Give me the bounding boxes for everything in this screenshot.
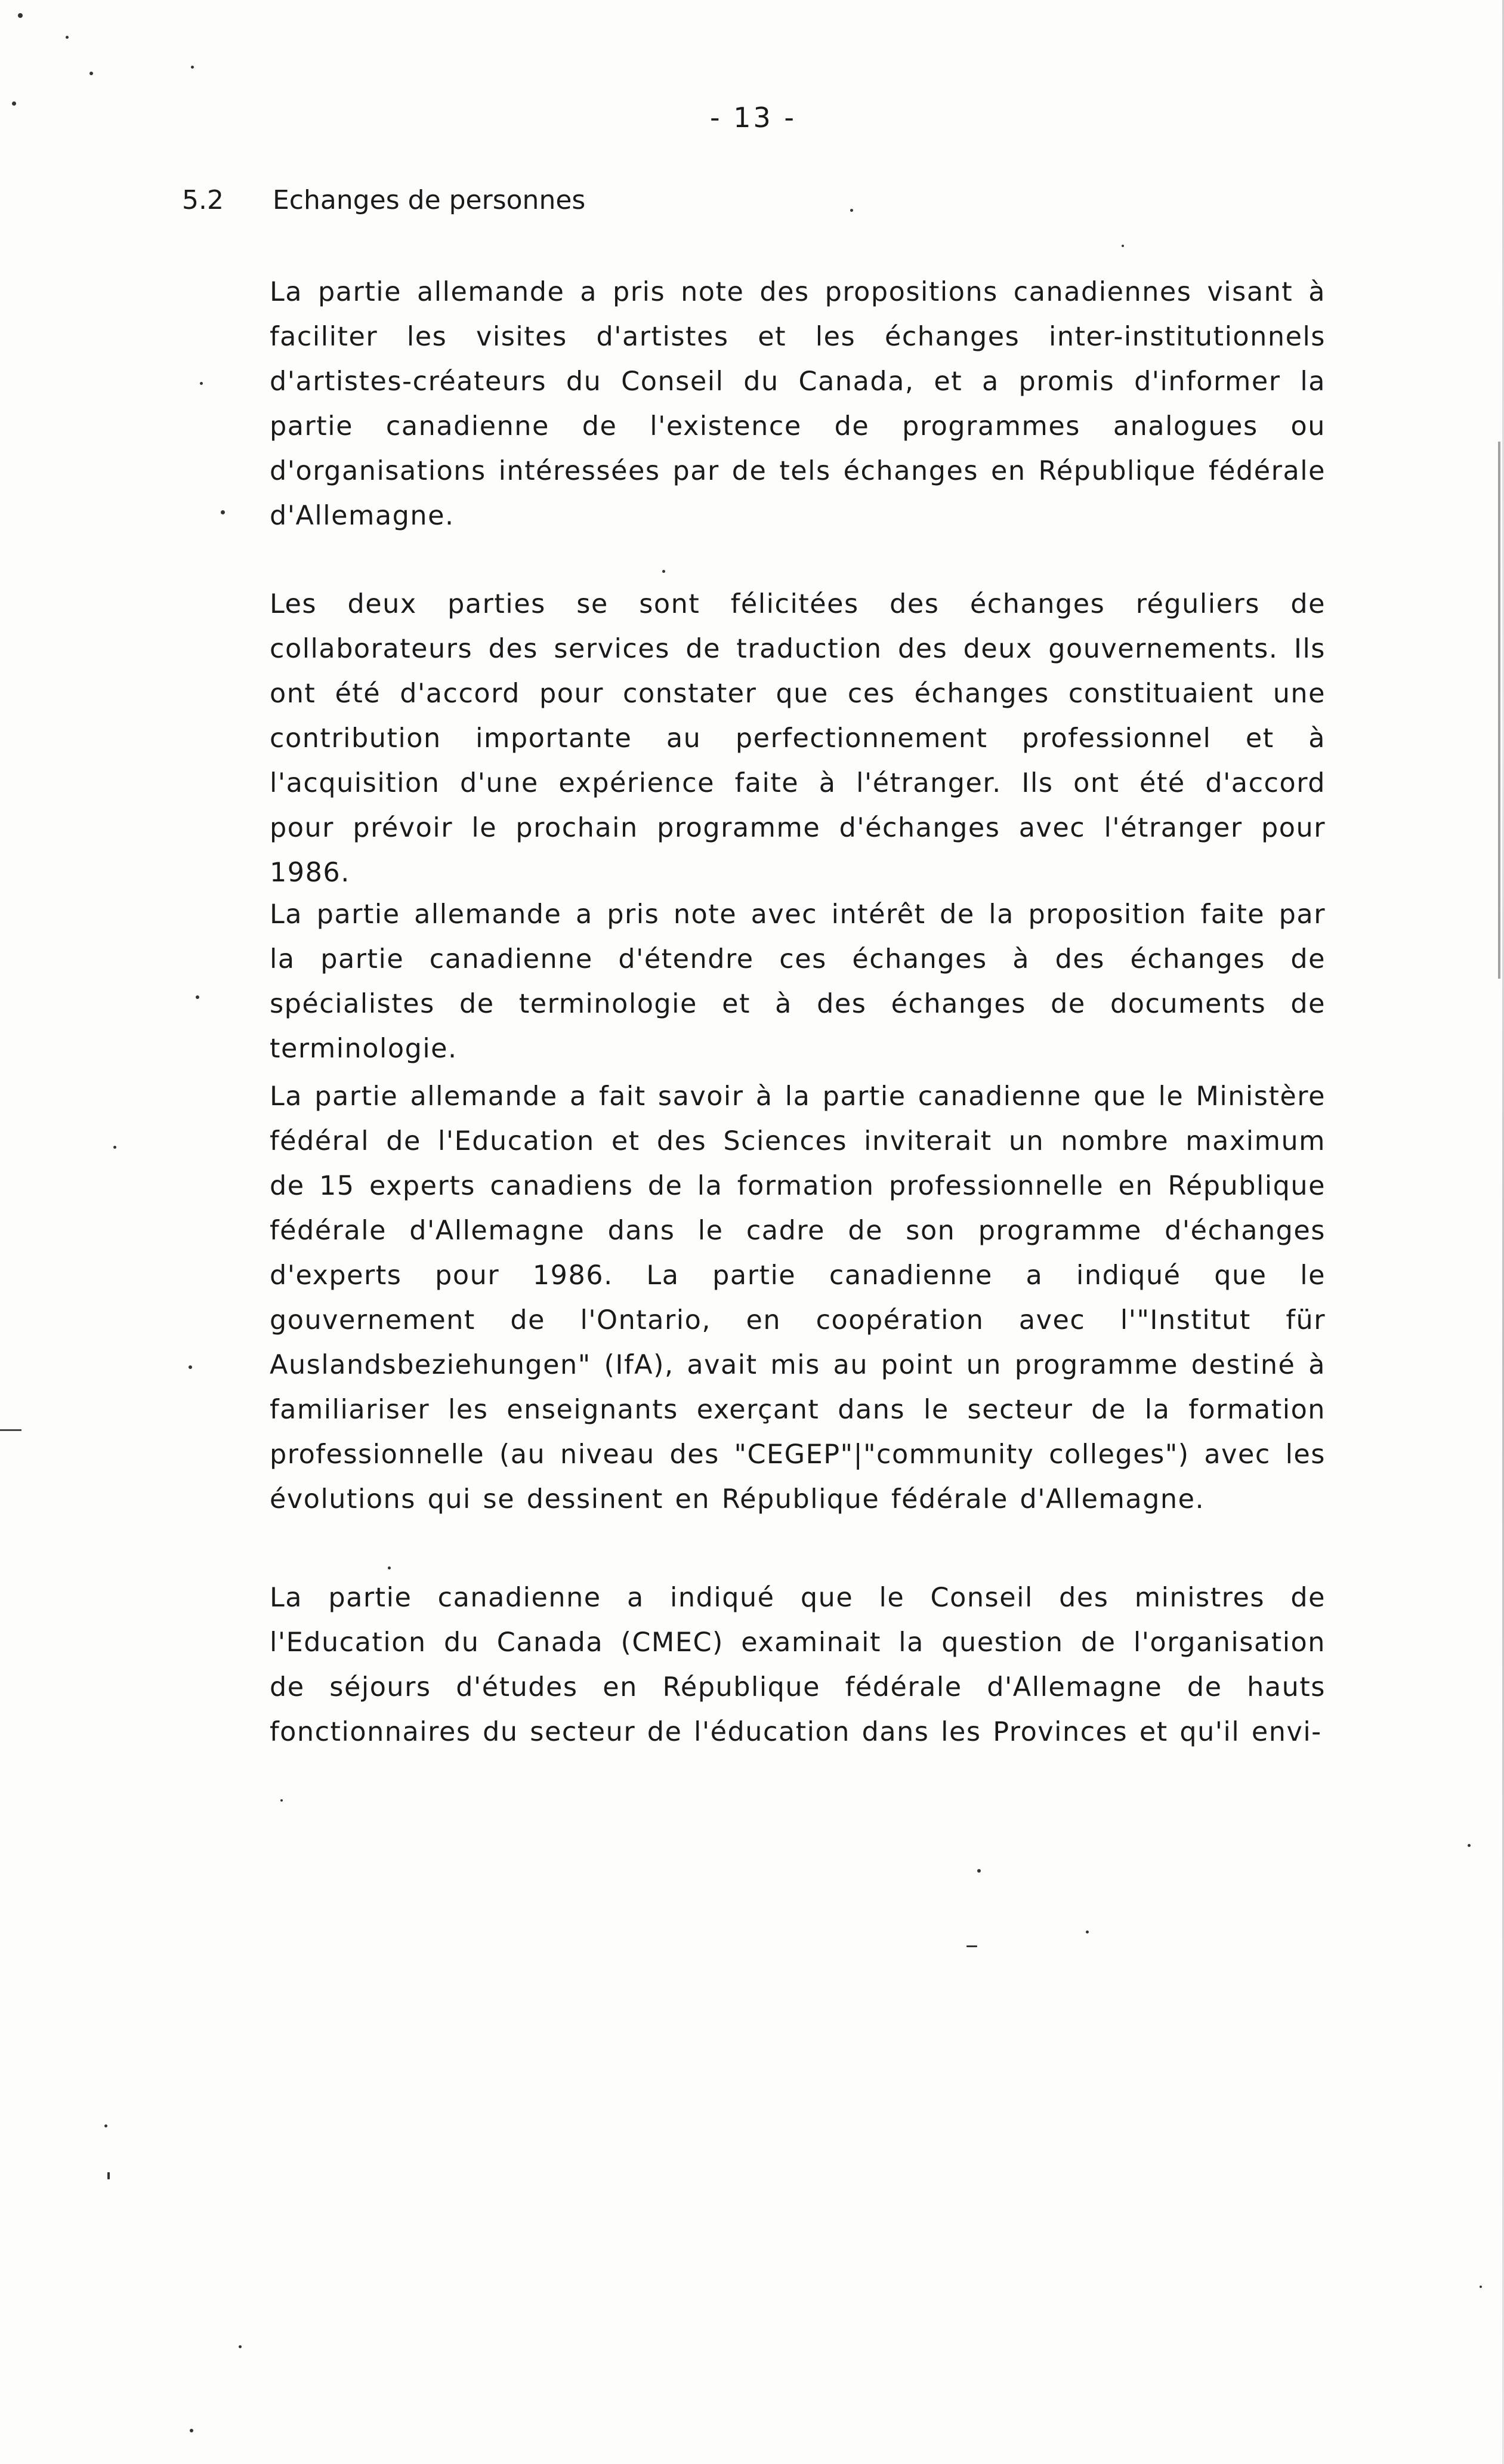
- section-number: 5.2: [182, 185, 224, 215]
- scan-edge-shadow: [1498, 442, 1500, 979]
- scan-speck: [191, 66, 194, 69]
- paragraph: La partie allemande a fait savoir à la partie canadienne que le Ministère fédéral de l'Education et des Sciences inviterait un nombre maximum de 15 experts canadiens de la formation professionnelle en République fédérale d'Allemagne dans le cadre de son programme d'échanges d'experts pour 1986. La partie canadienne a indiqué que le gouvernement de l'Ontario, en coopération avec l'"Institut für Auslandsbeziehungen" (IfA), avait mis au point un programme destiné à familiariser les enseignants exerçant dans le secteur de la formation professionnelle (au niveau des "CEGEP"|"community colleges") avec les évolutions qui se dessinent en République fédérale d'Allemagne.: [270, 1081, 1326, 1515]
- scan-speck: [107, 2172, 110, 2179]
- scan-speck: [1122, 245, 1124, 247]
- scan-speck: [388, 1566, 391, 1569]
- scan-speck: [662, 570, 665, 573]
- section-title: Echanges de personnes: [273, 185, 586, 215]
- scan-speck: [66, 36, 69, 39]
- margin-mark: [0, 1429, 21, 1431]
- scan-speck: [1480, 2286, 1482, 2288]
- scan-speck: [104, 2124, 107, 2127]
- scan-speck: [18, 13, 23, 18]
- paragraph: Les deux parties se sont félicitées des échanges réguliers de collaborateurs des services de traduction des deux gouvernements. Ils ont été d'accord pour constater que ces échanges constituaient une contribution importante au perfectionnement professionnel et à l'acquisition d'une expérience faite à l'étranger. Ils ont été d'accord pour prévoir le prochain programme d'échanges avec l'étranger pour 1986.: [270, 589, 1326, 888]
- scan-speck: [239, 2345, 242, 2348]
- scan-speck: [196, 995, 199, 999]
- scan-speck: [977, 1869, 981, 1873]
- scan-speck: [850, 209, 853, 212]
- scan-speck: [200, 382, 203, 385]
- section-heading: [182, 185, 585, 215]
- scan-speck: [189, 1365, 192, 1369]
- scan-speck: [280, 1799, 283, 1802]
- scan-speck: [113, 1146, 116, 1149]
- scan-speck: [1468, 1844, 1471, 1847]
- paragraph: La partie allemande a pris note des propositions canadiennes visant à faciliter les visites d'artistes et les échanges inter-institutionnels d'artistes-créateurs du Conseil du Canada, et a promis d'informer la partie canadienne de l'existence de programmes analogues ou d'organisations intéressées par de tels échanges en République fédérale d'Allemagne.: [270, 277, 1326, 531]
- scan-speck: [12, 101, 16, 106]
- scan-speck: [966, 1945, 977, 1947]
- scan-speck: [1086, 1931, 1089, 1933]
- scan-speck: [89, 72, 93, 75]
- paragraph: La partie allemande a pris note avec intérêt de la proposition faite par la partie canadienne d'étendre ces échanges à des échanges de spécialistes de terminologie et à des échanges de documents de terminologie.: [270, 899, 1326, 1064]
- paragraph: La partie canadienne a indiqué que le Conseil des ministres de l'Education du Canada (CMEC) examinait la question de l'organisation de séjours d'études en République fédérale d'Allemagne de hauts fonctionnaires du secteur de l'éducation dans les Provinces et qu'il envi-: [270, 1583, 1326, 1747]
- scan-speck: [221, 510, 225, 514]
- page-number: - 13 -: [710, 101, 796, 134]
- scan-speck: [190, 2429, 193, 2432]
